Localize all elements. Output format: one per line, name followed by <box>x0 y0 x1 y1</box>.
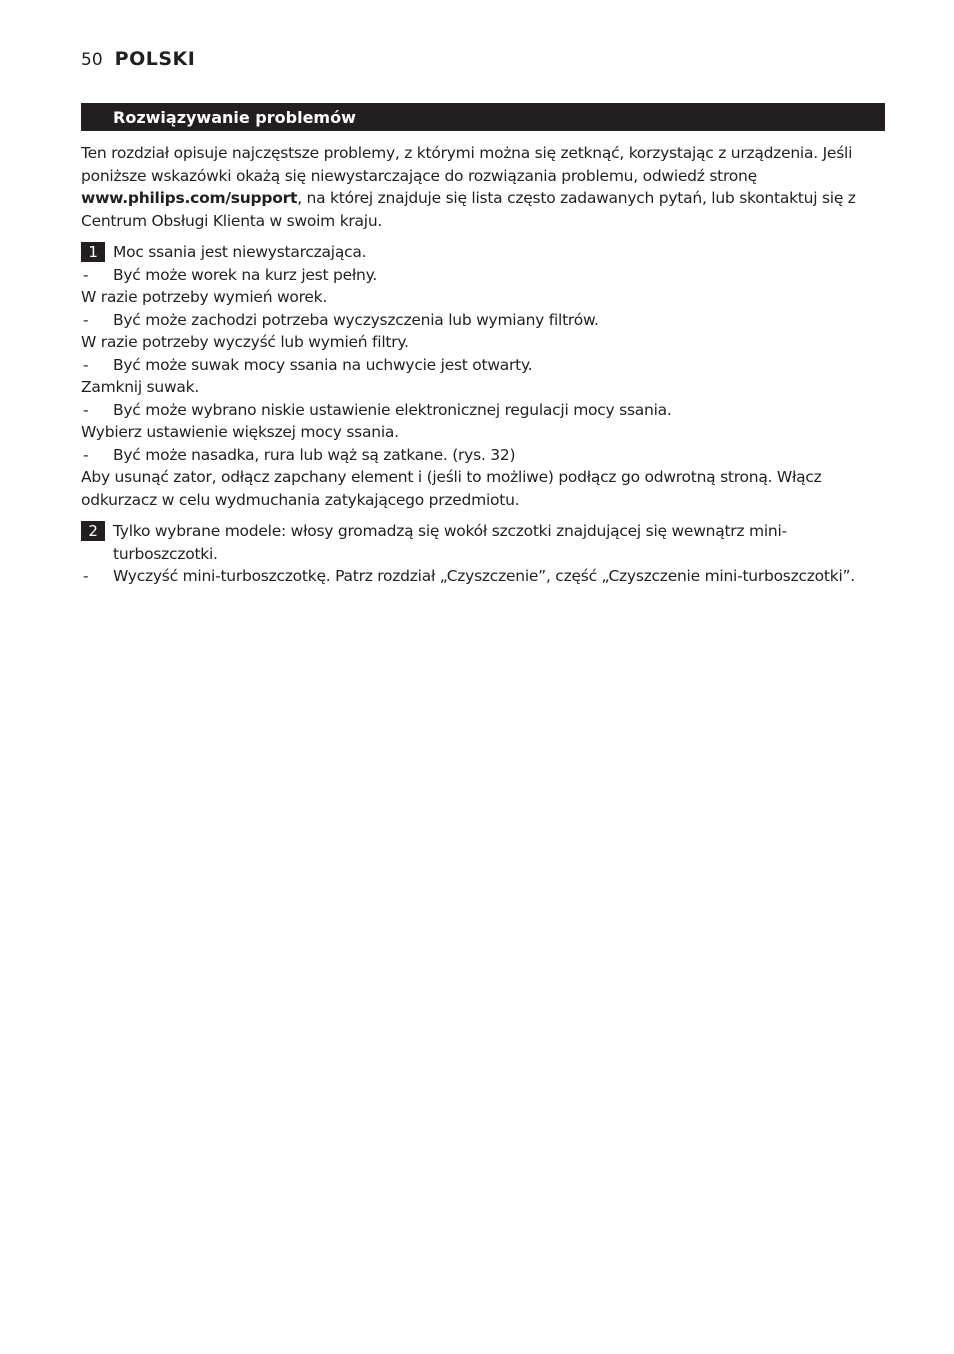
cause-text: Wyczyść mini-turboszczotkę. Patrz rozdział „Czyszczenie”, część „Czyszczenie mini-turboszczotki”. <box>113 567 855 585</box>
dash-icon: - <box>83 310 89 329</box>
problem-heading <box>81 241 881 264</box>
spacer <box>81 511 881 520</box>
cause-item <box>81 354 881 377</box>
problem-1 <box>81 241 881 511</box>
problem-heading <box>81 520 881 565</box>
dash-icon: - <box>83 445 89 464</box>
step-number-badge: 1 <box>81 242 105 262</box>
dash-icon: - <box>83 355 89 374</box>
cause-item <box>81 264 881 287</box>
solution-text: W razie potrzeby wyczyść lub wymień filtry. <box>81 333 409 351</box>
language-heading: POLSKI <box>114 48 196 70</box>
solution-text: Aby usunąć zator, odłącz zapchany element i (jeśli to możliwe) podłącz go odwrotną stroną. Włącz odkurzacz w celu wydmuchania zatykającego przedmiotu. <box>81 468 822 509</box>
support-link[interactable]: www.philips.com/support <box>81 189 298 207</box>
cause-item <box>81 309 881 332</box>
section-title: Rozwiązywanie problemów <box>113 108 356 127</box>
cause-text: Być może wybrano niskie ustawienie elektronicznej regulacji mocy ssania. <box>113 400 672 419</box>
cause-text: Być może suwak mocy ssania na uchwycie jest otwarty. <box>113 355 533 374</box>
cause-item <box>81 565 881 588</box>
solution-text: Zamknij suwak. <box>81 378 200 396</box>
intro-text-before: Ten rozdział opisuje najczęstsze problemy, z którymi można się zetknąć, korzystając z urządzenia. Jeśli poniższe wskazówki okażą się niewystarczające do rozwiązania problemu, odwiedź stronę <box>81 144 853 185</box>
cause-text: Być może nasadka, rura lub wąż są zatkane. (rys. 32) <box>113 445 516 464</box>
cause-text: Być może worek na kurz jest pełny. <box>113 265 377 284</box>
step-number-badge: 2 <box>81 521 105 541</box>
dash-icon: - <box>83 567 89 585</box>
document-body <box>81 142 881 588</box>
page-header <box>81 48 195 74</box>
problem-title: Moc ssania jest niewystarczająca. <box>113 243 367 261</box>
cause-item <box>81 399 881 422</box>
cause-item <box>81 444 881 467</box>
solution-text: Wybierz ustawienie większej mocy ssania. <box>81 423 399 441</box>
dash-icon: - <box>83 400 89 419</box>
page-number: 50 <box>81 50 103 70</box>
problem-title: Tylko wybrane modele: włosy gromadzą się wokół szczotki znajdującej się wewnątrz mini-turboszczotki. <box>113 522 787 563</box>
intro-paragraph <box>81 142 881 232</box>
solution-text: W razie potrzeby wymień worek. <box>81 288 328 306</box>
problem-2 <box>81 520 881 588</box>
dash-icon: - <box>83 265 89 284</box>
section-title-bar <box>81 103 885 131</box>
intro-text-after: , na której znajduje się lista często zadawanych pytań, lub skontaktuj się z Centrum Obsługi Klienta w swoim kraju. <box>81 189 856 230</box>
cause-text: Być może zachodzi potrzeba wyczyszczenia lub wymiany filtrów. <box>113 310 599 329</box>
